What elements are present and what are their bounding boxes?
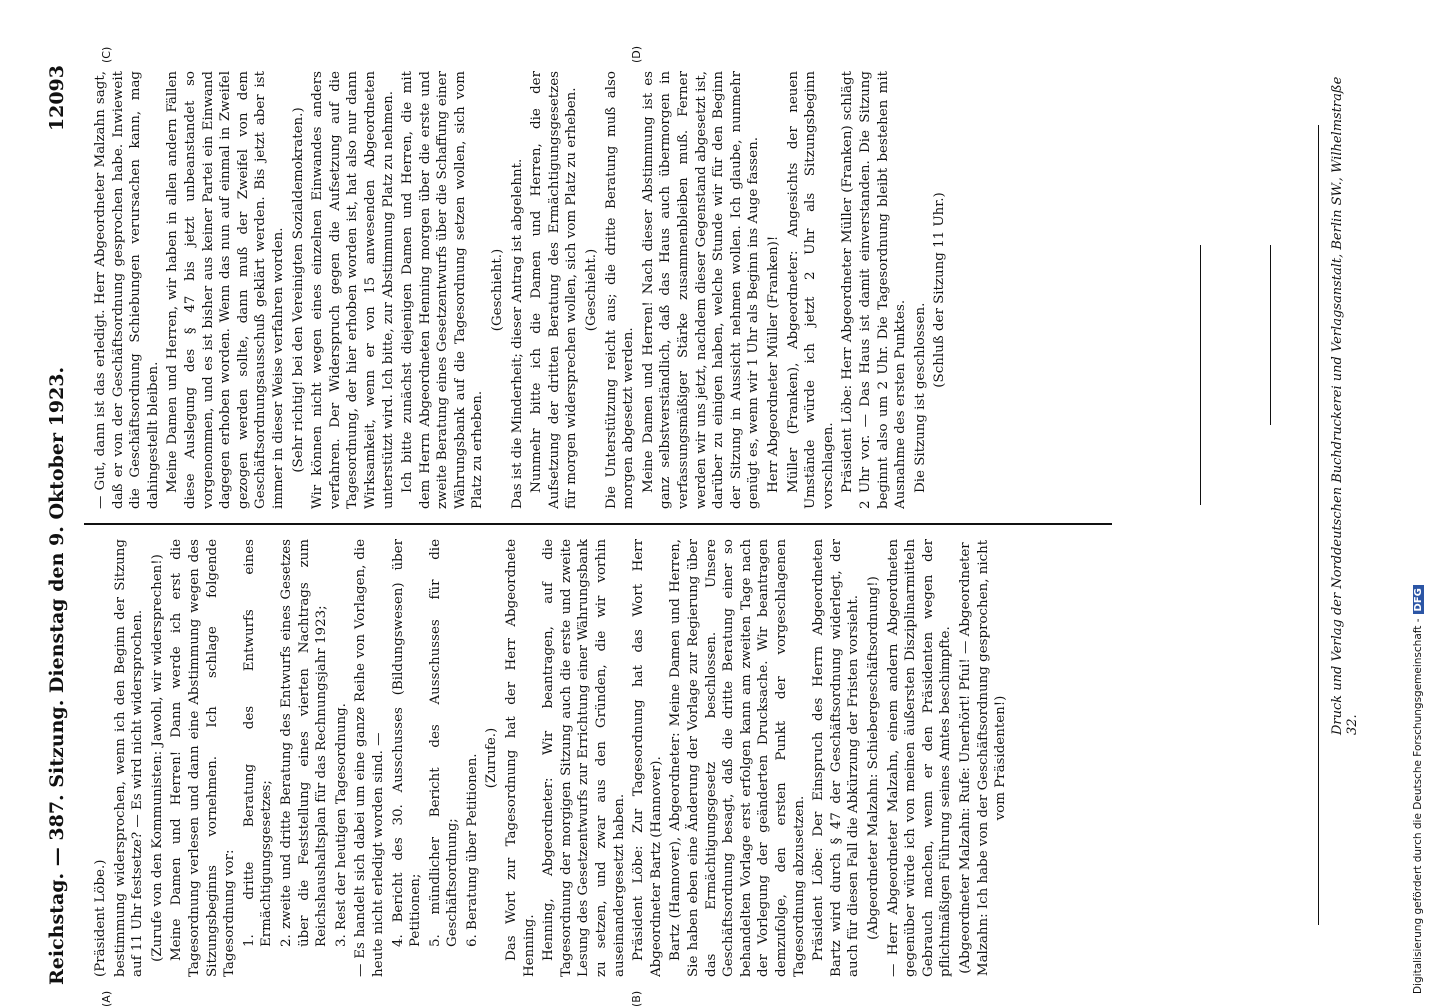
paragraph: Das ist die Minderheit; dieser Antrag ist abgelehnt. (509, 158, 525, 509)
agenda-item: 4. Bericht des 30. Ausschusses (Bildungswesen) über Petitionen; (390, 539, 424, 947)
digitisation-text: Digitalisierung gefördert durch die Deutsche Forschungsgemeinschaft - (1412, 618, 1424, 994)
interjection: (Zurufe.) (484, 727, 500, 789)
paragraph: — Herr Abgeordneter Malzahn, einem andern Abgeordneten gegenüber würde ich von meinen äußersten Disziplinarmitteln Gebrauch machen, wenn er den Präsidenten wegen der pflichtmäßigen Führung seines Amtes beschimpfte. (885, 539, 954, 977)
interjection: (Sehr richtig! bei den Vereinigten Sozialdemokraten.) (290, 107, 306, 473)
speaker-note: (Präsident Löbe.) (93, 859, 108, 977)
closing-rule-short (1270, 245, 1271, 425)
interjection: (Abgeordneter Malzahn: Rufe: Unerhört! Pfui! — Abgeordneter Malzahn: Ich habe von der Geschäftsordnung gesprochen, nicht vom Präsidenten!) (957, 539, 1009, 977)
paragraph: Herr Abgeordneter Müller (Franken)! (765, 235, 781, 493)
agenda-item: 1. dritte Beratung des Entwurfs eines Ermächtigungsgesetzes; (241, 539, 275, 947)
agenda-item: 6. Beratung über Petitionen. (464, 753, 480, 947)
speech: Präsident Löbe: Der Einspruch des Herrn Abgeordneten Bartz wird durch § 47 der Geschäftsordnung widerlegt, der auch für diesen Fall die Abkürzung der Fristen vorsieht. (811, 539, 862, 977)
digitisation-note (1412, 4, 1432, 994)
running-title: Reichstag. — 387. Sitzung. Dienstag den 9. Oktober 1923. (46, 366, 68, 985)
paragraph: Ich bitte zunächst diejenigen Damen und Herren, die mit dem Herrn Abgeordneten Henning morgen über die erste und zweite Beratung eines Gesetzentwurfs über die Schaffung einer Währungsbank auf die Tagesordnung setzen wollen, sich vom Platz zu erheben. (400, 71, 486, 509)
paragraph: — Es handelt sich dabei um eine ganze Reihe von Vorlagen, die heute nicht erledigt worden sind. — (353, 539, 386, 977)
footer-rule (1318, 125, 1319, 925)
margin-marker-d: (D) (630, 45, 643, 63)
paragraph: Meine Damen und Herren, wir haben in allen andern Fällen diese Auslegung des § 47 bis jetzt unbeanstandet so vorgenommen, und es ist bisher aus keiner Partei ein Einwand dagegen erhoben worden. Wenn das nun auf einmal in Zweifel gezogen werden sollte, dann muß der Zweifel von dem Geschäftsordnungsausschuß geklärt werden. Bis jetzt aber ist immer in dieser Weise verfahren worden. (165, 71, 286, 509)
paragraph: Nunmehr bitte ich die Damen und Herren, die der Aufsetzung der dritten Beratung des Ermächtigungsgesetzes für morgen widersprechen wollen, sich vom Platz zu erheben. (529, 71, 580, 509)
paragraph: Wir können nicht wegen eines einzelnen Einwandes anders verfahren. Der Widerspruch gegen die Aufsetzung auf die Tagesordnung, der hier erhoben worden ist, hat also nur dann Wirksamkeit, wenn er von 15 anwesenden Abgeordneten unterstützt wird. Ich bitte, zur Abstimmung Platz zu nehmen. (310, 71, 396, 509)
closing-rule (1200, 245, 1201, 505)
speech: Präsident Löbe: Zur Tagesordnung hat das Wort Herr Abgeordneter Bartz (Hannover). (631, 539, 664, 977)
agenda-list (241, 539, 351, 977)
speech: Henning, Abgeordneter: Wir beantragen, auf die Tagesordnung der morgigen Sitzung auch die erste und zweite Lesung des Gesetzentwurfs zur Errichtung einer Währungsbank zu setzen, und zwar aus den Gründen, die wir vorhin auseinandergesetzt haben. (541, 539, 627, 977)
left-column (92, 539, 1102, 977)
agenda-item: 5. mündlicher Bericht des Ausschusses für die Geschäftsordnung; (427, 539, 461, 947)
speech: Müller (Franken), Abgeordneter: Angesichts der neuen Umstände würde ich jetzt 2 Uhr als Sitzungsbeginn vorschlagen. (785, 71, 836, 509)
dfg-logo: DFG (1413, 585, 1424, 614)
margin-marker-b: (B) (630, 990, 643, 1007)
margin-marker-c: (C) (100, 46, 113, 63)
paragraph: Meine Damen und Herren! Dann werde ich erst die Tagesordnung verlesen und dann eine Abstimmung wegen des Sitzungsbeginns vornehmen. Ich schlage folgende Tagesordnung vor: (169, 539, 238, 977)
page-header (40, 65, 84, 985)
right-column (92, 71, 1102, 509)
paragraph: Meine Damen und Herren! Nach dieser Abstimmung ist es ganz selbstverständlich, daß das Haus auch übermorgen in verfassungsmäßiger Stärke zusammenbleiben muß. Ferner werden wir uns jetzt, nachdem dieser Gegenstand abgesetzt ist, darüber zu einigen haben, welche Stunde wir für den Beginn der Sitzung in Aussicht nehmen wollen. Ich glaube, nunmehr genügt es, wenn wir 1 Uhr als Beginn ins Auge fassen. (640, 71, 762, 509)
page-number: 12093 (46, 65, 68, 132)
speech: Präsident Löbe: Herr Abgeordneter Müller (Franken) schlägt 2 Uhr vor. — Das Haus ist damit einverstanden. Die Sitzung beginnt also um 2 Uhr. Die Tagesordnung bleibt bestehen mit Ausnahme des ersten Punktes. (840, 71, 909, 509)
interjection: (Zurufe von den Kommunisten: Jawohl, wir widersprechen!) (149, 554, 165, 962)
paragraph: bestimmung widersprochen, wenn ich den Beginn der Sitzung auf 11 Uhr festsetze? — Es wird nicht widersprochen. (112, 539, 146, 977)
interjection: (Geschieht.) (584, 248, 600, 332)
agenda-item: 2. zweite und dritte Beratung des Entwurfs eines Gesetzes über die Feststellung eines vierten Nachtrags zum Reichshaushaltsplan für das Rechnungsjahr 1923; (278, 539, 330, 947)
session-end: (Schluß der Sitzung 11 Uhr.) (932, 192, 948, 388)
agenda-item: 3. Rest der heutigen Tagesordnung. (333, 703, 349, 947)
paragraph: — Gut, dann ist das erledigt. Herr Abgeordneter Malzahn sagt, daß er von der Geschäftsordnung gesprochen habe. Inwieweit die Geschäftsordnung Schiebungen verursachen kann, mag dahingestellt bleiben. (93, 71, 161, 509)
printer-imprint: Druck und Verlag der Norddeutschen Buchdruckerei und Verlagsanstalt, Berlin SW., Wilhelmstraße 32. (1330, 76, 1360, 735)
agenda-list-continued (390, 539, 482, 977)
interjection: (Abgeordneter Malzahn: Schiebergeschäftsordnung!) (865, 576, 881, 940)
interjection: (Geschieht.) (490, 248, 506, 332)
paragraph: Die Sitzung ist geschlossen. (912, 302, 928, 493)
paragraph: Die Unterstützung reicht aus; die dritte Beratung muß also morgen abgesetzt werden. (603, 71, 637, 509)
speech: Bartz (Hannover), Abgeordneter: Meine Damen und Herren, Sie haben eben eine Änderung der Vorlage zur Regierung über das Ermächtigungsgesetz beschlossen. Unsere Geschäftsordnung besagt, daß die dritte Beratung einer so behandelten Vorlage erst erfolgen kann am zweiten Tage nach der Vorlegung der geänderten Drucksache. Wir beantragen demzufolge, den ersten Punkt der vorgeschlagenen Tagesordnung abzusetzen. (668, 539, 807, 977)
column-divider (84, 523, 1112, 525)
paragraph: Das Wort zur Tagesordnung hat der Herr Abgeordnete Henning. (504, 539, 537, 977)
rotated-page (40, 45, 1360, 1007)
margin-marker-a: (A) (100, 990, 113, 1007)
